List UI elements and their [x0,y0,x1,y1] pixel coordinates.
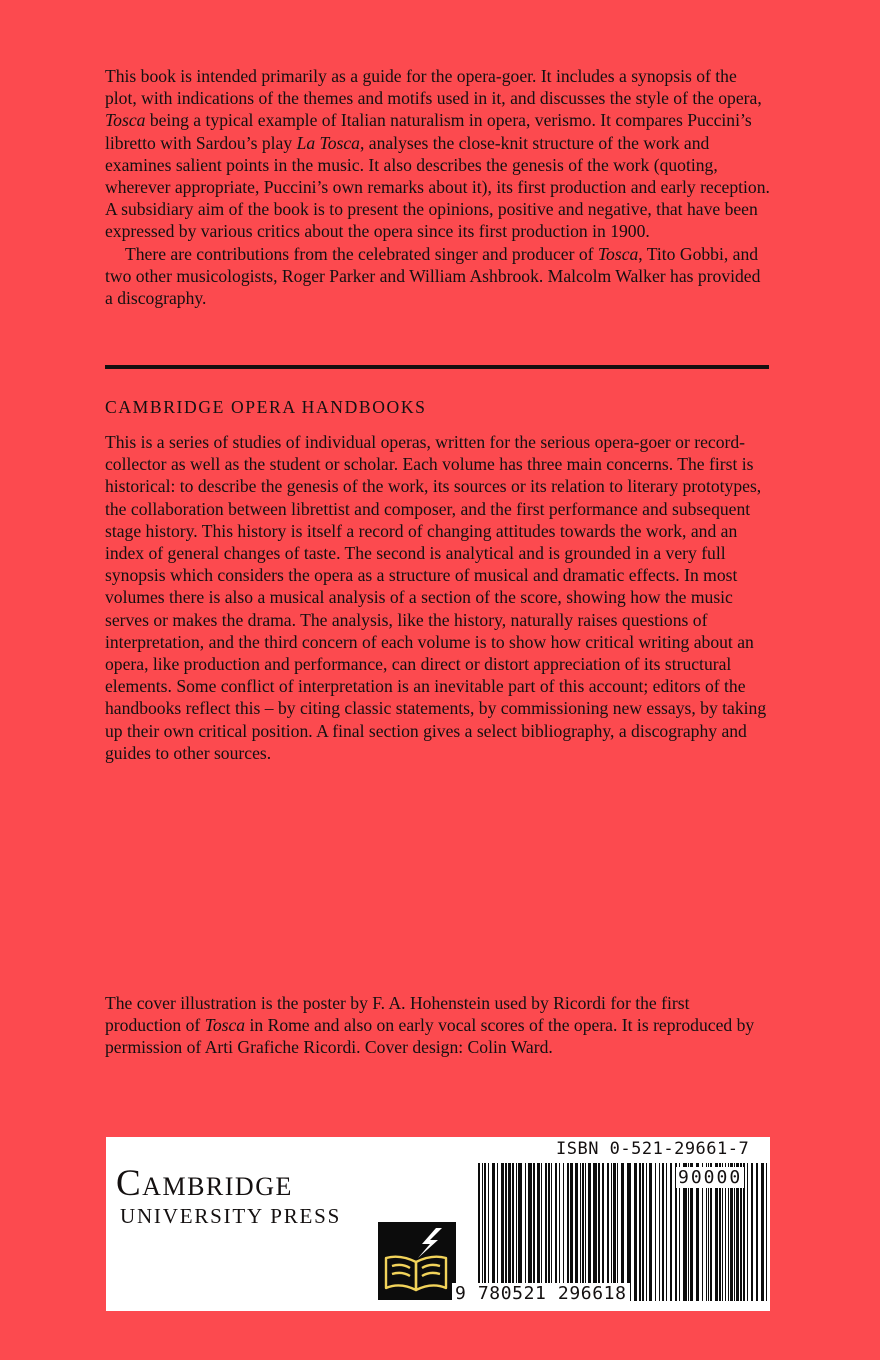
barcode-bar-15 [537,1163,540,1301]
barcode-bar-3 [488,1163,489,1301]
publisher-subtitle: UNIVERSITY PRESS [120,1204,342,1228]
open-book-lightning-icon [378,1222,456,1300]
barcode-bar-16 [541,1163,542,1301]
barcode-bar-27 [582,1163,584,1301]
barcode-bar-25 [575,1163,578,1301]
publisher-name: Cambridge [116,1163,293,1204]
series-description [105,431,770,764]
cover-credit [105,992,770,1059]
barcode-bar-38 [627,1163,631,1301]
barcode-bar-11 [518,1163,522,1301]
barcode-bar-45 [659,1163,660,1301]
ean-digits: 9 780521 296618 [452,1283,630,1304]
barcode-bar-37 [621,1163,624,1301]
barcode-bar-7 [505,1163,507,1301]
barcode-bar-13 [528,1163,532,1301]
barcode-bar-46 [662,1163,664,1301]
barcode-bar-4 [492,1163,495,1301]
barcode-bar-30 [593,1163,597,1301]
barcode-bar-19 [551,1163,552,1301]
price-code: 90000 [678,1167,743,1188]
barcode-bar-35 [613,1163,616,1301]
barcode-bar-43 [649,1163,652,1301]
barcode-bar-32 [602,1163,604,1301]
barcode-bar-34 [611,1163,612,1301]
barcode-bar-21 [559,1163,560,1301]
barcode-bar-0 [478,1163,480,1301]
barcode-bar-47 [666,1163,667,1301]
description-paragraph-2: There are contributions from the celebrated singer and producer of Tosca, Tito Gobbi, and two other musicologists, Roger Parker and William Ashbrook. Malcolm Walker has provided a discography. [105,243,761,309]
description-paragraph-1: This book is intended primarily as a guide for the opera-goer. It includes a synopsis of the plot, with indications of the themes and motifs used in it, and discusses the style of the opera, Tosca being a typical example of Italian naturalism in opera, verismo. It compares Puccini’s libretto with Sardou’s play La Tosca, analyses the close-knit structure of the work and examines salient points in the music. It also describes the genesis of the work (quoting, wherever appropriate, Puccini’s own remarks about it), its first production and early reception. A subsidiary aim of the book is to present the opinions, positive and negative, that have been expressed by various critics about the opera since its first production in 1900. [105,66,770,242]
barcode-bar-14 [533,1163,535,1301]
barcode-bar-17 [545,1163,547,1301]
barcode-bar-8 [508,1163,511,1301]
barcode-bar-33 [607,1163,609,1301]
barcode-bar-41 [642,1163,644,1301]
barcode-bar-5 [497,1163,498,1301]
barcode-bar-28 [585,1163,586,1301]
barcode-bar-29 [588,1163,591,1301]
publisher-footer [106,1137,770,1311]
cover-credit-paragraph: The cover illustration is the poster by F. A. Hohenstein used by Ricordi for the first production of Tosca in Rome and also on early vocal scores of the opera. It is reproduced by permission of Arti Grafiche Ricordi. Cover design: Colin Ward. [105,993,755,1058]
barcode-bar-12 [525,1163,526,1301]
book-description [105,65,770,309]
barcode-bar-72 [761,1163,764,1301]
barcode-bar-2 [484,1163,486,1301]
barcode-bar-26 [580,1163,581,1301]
lightning-bolt [418,1228,442,1258]
barcode-bar-24 [570,1163,573,1301]
barcode-bar-36 [617,1163,618,1301]
barcode-bar-73 [766,1163,767,1301]
barcode-bar-42 [646,1163,647,1301]
barcode-bar-1 [482,1163,483,1301]
isbn-number: ISBN 0-521-29661-7 [556,1139,750,1159]
barcode-bar-44 [655,1163,656,1301]
series-heading: CAMBRIDGE OPERA HANDBOOKS [105,397,427,417]
barcode-bar-20 [555,1163,557,1301]
barcode-bar-39 [634,1163,637,1301]
barcode-bar-22 [563,1163,564,1301]
barcode-bar-48 [670,1163,672,1301]
barcode-bar-71 [756,1163,758,1301]
barcode-bar-70 [751,1163,753,1301]
barcode-bar-69 [747,1163,748,1301]
barcode-bar-9 [512,1163,514,1301]
barcode-bar-23 [567,1163,569,1301]
barcode-bar-31 [598,1163,600,1301]
barcode-bar-6 [501,1163,504,1301]
series-paragraph: This is a series of studies of individual operas, written for the serious opera-goer or record-collector as well as the student or scholar. Each volume has three main concerns. The first is historical: to describe the genesis of the work, its sources or its relation to literary prototypes, the collaboration between librettist and composer, and the first performance and subsequent stage history. This history is itself a record of changing attitudes towards the work, and an index of general changes of taste. The second is analytical and is grounded in a very full synopsis which considers the opera as a structure of musical and dramatic effects. In most volumes there is also a musical analysis of a section of the score, showing how the music serves or makes the drama. The analysis, like the history, naturally raises questions of interpretation, and the third concern of each volume is to show how critical writing about an opera, like production and performance, can direct or distort appreciation of its structural elements. Some conflict of interpretation is an inevitable part of this account; editors of the handbooks reflect this – by citing classic statements, by commissioning new essays, by taking up their own critical position. A final section gives a select bibliography, a discography and guides to other sources. [105,432,767,763]
barcode-bar-10 [516,1163,517,1301]
section-divider [105,365,769,369]
barcode-bar-18 [548,1163,550,1301]
barcode-bar-40 [639,1163,641,1301]
